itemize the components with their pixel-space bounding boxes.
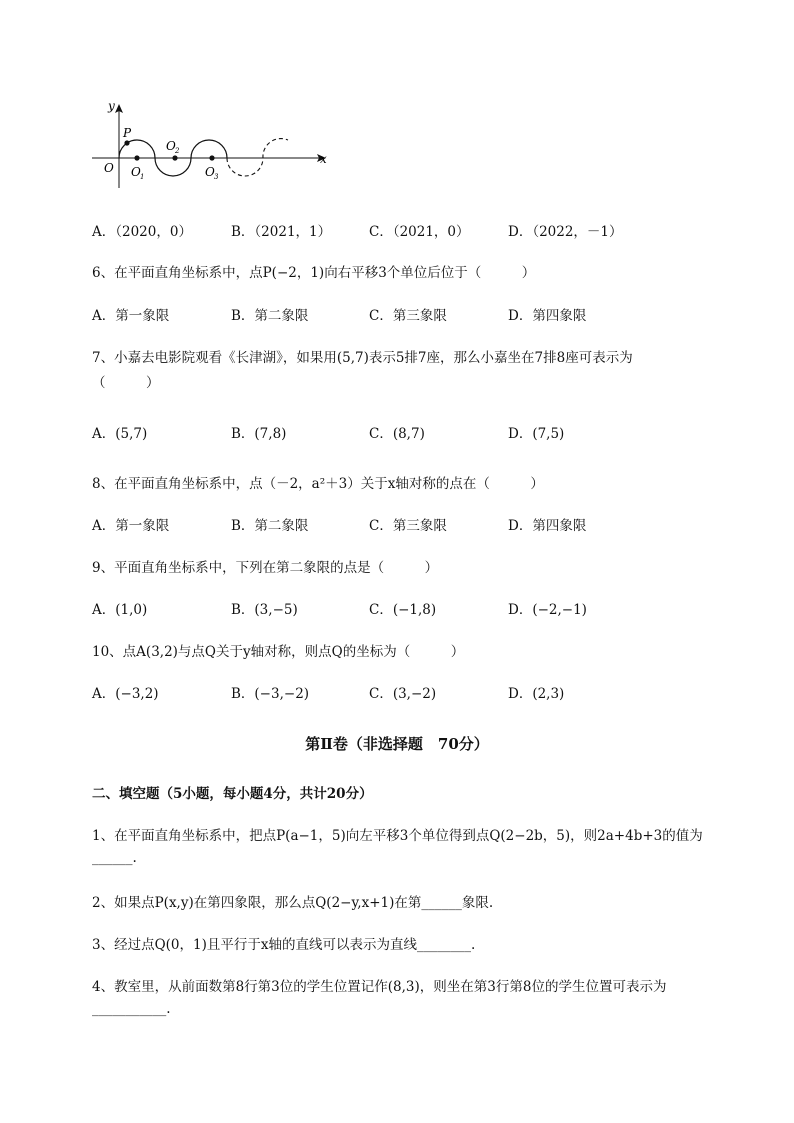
q8-option-a[interactable]: A．第一象限 xyxy=(92,518,170,534)
q6-option-a[interactable]: A．第一象限 xyxy=(92,308,170,324)
o1-subscript: 1 xyxy=(140,173,145,181)
q10-option-a[interactable]: A．(−3,2) xyxy=(92,686,159,702)
point-o1 xyxy=(134,155,139,160)
fill3-line1: 3、经过点Q(0，1)且平行于x轴的直线可以表示为直线________. xyxy=(92,937,476,953)
o3-label: O xyxy=(205,165,215,179)
q9-stem: 9、平面直角坐标系中，下列在第二象限的点是（ ） xyxy=(92,560,439,576)
q5-options xyxy=(92,220,732,240)
q10-stem: 10、点A(3,2)与点Q关于y轴对称，则点Q的坐标为（ ） xyxy=(92,644,465,660)
q5-option-b[interactable]: B．（2021，1） xyxy=(231,224,332,240)
q5-option-d[interactable]: D．（2022，－1） xyxy=(508,224,623,240)
point-p xyxy=(124,140,129,145)
x-axis-label: x xyxy=(320,152,327,166)
q8-option-d[interactable]: D．第四象限 xyxy=(508,518,587,534)
wave-coordinate-figure xyxy=(88,96,338,188)
q7-option-c[interactable]: C．(8,7) xyxy=(369,426,425,442)
part2-title: 第Ⅱ卷（非选择题 70分） xyxy=(305,735,489,753)
q8-stem: 8、在平面直角坐标系中，点（－2，a²＋3）关于x轴对称的点在（ ） xyxy=(92,476,544,492)
o1-label: O xyxy=(131,165,141,179)
fill2-line1: 2、如果点P(x,y)在第四象限，那么点Q(2−y,x+1)在第______象限. xyxy=(92,895,494,911)
q7-stem-line1: 7、小嘉去电影院观看《长津湖》，如果用(5,7)表示5排7座，那么小嘉坐在7排8座可表示为 xyxy=(92,350,633,366)
point-o3 xyxy=(209,155,214,160)
q7-options xyxy=(92,422,732,442)
q6-option-c[interactable]: C．第三象限 xyxy=(369,308,447,324)
o2-subscript: 2 xyxy=(175,147,180,155)
q10-option-c[interactable]: C．(3,−2) xyxy=(369,686,437,702)
q6-option-d[interactable]: D．第四象限 xyxy=(508,308,587,324)
q6-option-b[interactable]: B．第二象限 xyxy=(231,308,309,324)
section-heading-fill-in: 二、填空题（5小题，每小题4分，共计20分） xyxy=(92,786,373,802)
o3-subscript: 3 xyxy=(214,173,219,181)
fill4-line1: 4、教室里，从前面数第8行第3位的学生位置记作(8,3)，则坐在第3行第8位的学生位置可表示为 xyxy=(92,979,667,995)
q5-option-c[interactable]: C．（2021，0） xyxy=(369,224,470,240)
p-label: P xyxy=(123,126,132,140)
q10-option-b[interactable]: B．(−3,−2) xyxy=(231,686,310,702)
fill4-blank[interactable]: ___________. xyxy=(92,1001,171,1017)
wave-curve-dashed xyxy=(227,139,288,176)
q10-options xyxy=(92,682,732,702)
q6-stem: 6、在平面直角坐标系中，点P(−2，1)向右平移3个单位后位于（ ） xyxy=(92,265,536,281)
fill1-line1: 1、在平面直角坐标系中，把点P(a−1，5)向左平移3个单位得到点Q(2−2b，5)，则2a+4b+3的值为 xyxy=(92,828,703,844)
q8-options xyxy=(92,514,732,534)
q5-option-a[interactable]: A．（2020，0） xyxy=(92,224,192,240)
q9-option-d[interactable]: D．(−2,−1) xyxy=(508,602,587,618)
q7-stem-line2: （ ） xyxy=(92,375,160,391)
q6-options xyxy=(92,304,732,324)
q9-option-a[interactable]: A．(1,0) xyxy=(92,602,148,618)
q7-option-d[interactable]: D．(7,5) xyxy=(508,426,565,442)
y-axis-label: y xyxy=(108,99,115,113)
point-o2 xyxy=(172,155,177,160)
q8-option-b[interactable]: B．第二象限 xyxy=(231,518,309,534)
q7-option-a[interactable]: A．(5,7) xyxy=(92,426,148,442)
origin-label: O xyxy=(104,161,114,175)
q7-option-b[interactable]: B．(7,8) xyxy=(231,426,287,442)
q9-options xyxy=(92,598,732,618)
fill1-blank[interactable]: ______. xyxy=(92,850,137,866)
o2-label: O xyxy=(166,139,176,153)
q9-option-c[interactable]: C．(−1,8) xyxy=(369,602,437,618)
q10-option-d[interactable]: D．(2,3) xyxy=(508,686,565,702)
q8-option-c[interactable]: C．第三象限 xyxy=(369,518,447,534)
q9-option-b[interactable]: B．(3,−5) xyxy=(231,602,298,618)
